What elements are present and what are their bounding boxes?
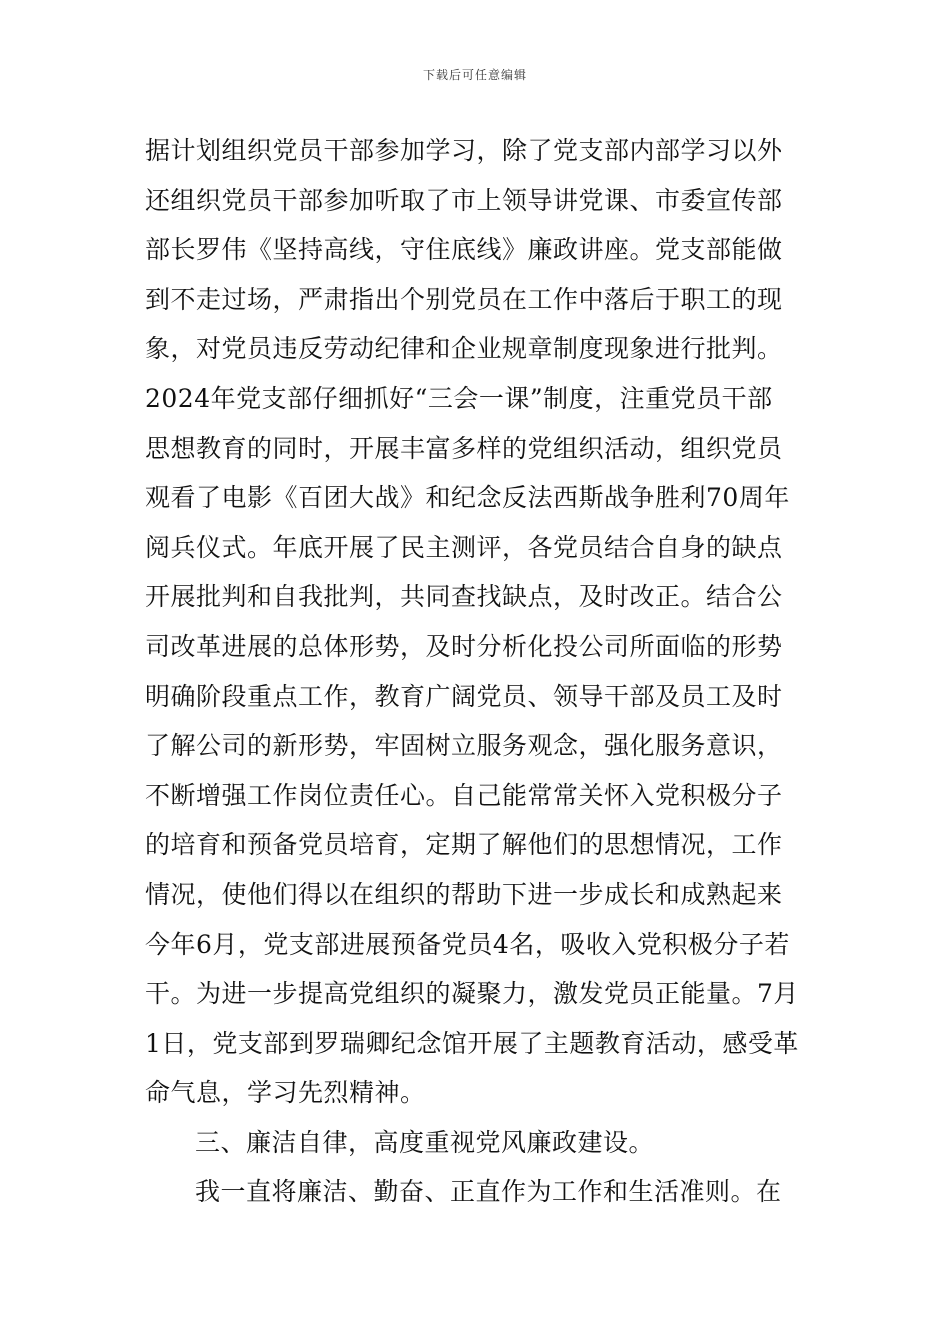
text-line: 思想教育的同时，开展丰富多样的党组织活动，组织党员	[145, 433, 783, 463]
text-line: 2024年党支部仔细抓好“三会一课”制度，注重党员干部	[145, 383, 773, 413]
text-line: 阅兵仪式。年底开展了民主测评，各党员结合自身的缺点	[145, 532, 783, 562]
text-line: 到不走过场，严肃指出个别党员在工作中落后于职工的现	[145, 284, 783, 314]
text-line: 司改革进展的总体形势，及时分析化投公司所面临的形势	[145, 631, 783, 661]
text-line: 观看了电影《百团大战》和纪念反法西斯战争胜利70周年	[145, 483, 790, 513]
section-heading: 三、廉洁自律，高度重视党风廉政建设。	[195, 1127, 655, 1157]
text-line: 部长罗伟《坚持高线，守住底线》廉政讲座。党支部能做	[145, 235, 783, 265]
text-line: 我一直将廉洁、勤奋、正直作为工作和生活准则。在	[195, 1177, 782, 1207]
text-line: 今年6月，党支部进展预备党员4名，吸收入党积极分子若	[145, 929, 790, 959]
text-line: 开展批判和自我批判，共同查找缺点，及时改正。结合公	[145, 582, 783, 612]
text-line: 据计划组织党员干部参加学习，除了党支部内部学习以外	[145, 136, 783, 165]
body-text	[145, 126, 835, 1217]
header-note: 下载后可任意编辑	[422, 68, 527, 82]
text-line: 象，对党员违反劳动纪律和企业规章制度现象进行批判。	[145, 334, 783, 364]
text-line: 不断增强工作岗位责任心。自己能常常关怀入党积极分子	[145, 780, 783, 810]
text-line: 的培育和预备党员培育，定期了解他们的思想情况，工作	[145, 830, 783, 860]
text-line: 1日，党支部到罗瑞卿纪念馆开展了主题教育活动，感受革	[145, 1028, 799, 1058]
text-line: 了解公司的新形势，牢固树立服务观念，强化服务意识，	[145, 731, 783, 761]
text-line: 命气息，学习先烈精神。	[145, 1078, 426, 1108]
text-line: 明确阶段重点工作，教育广阔党员、领导干部及员工及时	[145, 681, 783, 711]
text-line: 干。为进一步提高党组织的凝聚力，激发党员正能量。7月	[145, 979, 799, 1009]
text-line: 还组织党员干部参加听取了市上领导讲党课、市委宣传部	[145, 185, 783, 215]
text-line: 情况，使他们得以在组织的帮助下进一步成长和成熟起来	[145, 879, 783, 909]
